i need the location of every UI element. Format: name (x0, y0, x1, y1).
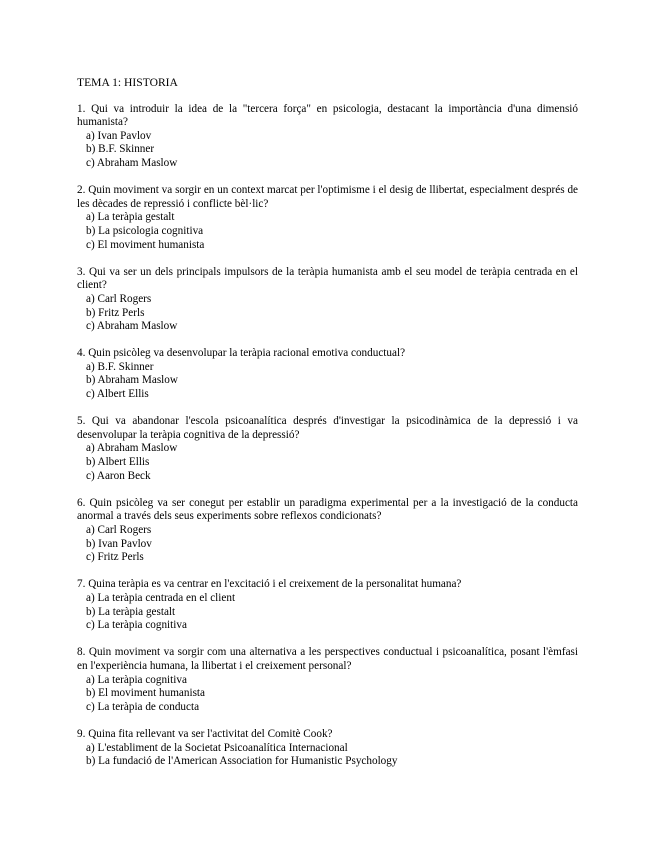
answer-option: a) La teràpia gestalt (86, 211, 175, 224)
answer-options (77, 130, 578, 171)
answer-options (77, 674, 578, 715)
answer-option: c) Albert Ellis (86, 388, 149, 401)
answer-options (77, 742, 578, 769)
answer-option: a) La teràpia centrada en el client (86, 591, 236, 604)
question-3 (77, 266, 578, 334)
answer-options (77, 592, 578, 633)
answer-option: b) B.F. Skinner (86, 143, 155, 156)
answer-option: a) Carl Rogers (86, 524, 152, 536)
question-text: 7. Quina teràpia es va centrar en l'excitació i el creixement de la personalitat humana? (77, 578, 462, 591)
answer-option: b) El moviment humanista (86, 687, 206, 700)
answer-option: b) Ivan Pavlov (86, 537, 152, 550)
question-text: 5. Qui va abandonar l'escola psicoanalítica després d'investigar la psicodinàmica de la depressió i va desenvolupar la teràpia cognitiva de la depressió? (77, 415, 578, 441)
question-8 (77, 646, 578, 714)
answer-option: c) El moviment humanista (86, 238, 205, 251)
answer-option: b) La psicologia cognitiva (86, 224, 204, 237)
question-6 (77, 497, 578, 565)
question-text: 8. Quin moviment va sorgir com una alternativa a les perspectives conductual i psicoanalítica, posant l'èmfasi en l'experiència humana, la llibertat i el creixement personal? (77, 646, 578, 672)
question-7 (77, 578, 578, 632)
document-page (77, 76, 578, 782)
answer-option: b) La teràpia gestalt (86, 605, 176, 618)
answer-options (77, 524, 578, 565)
document-title: TEMA 1: HISTORIA (77, 76, 178, 89)
question-2 (77, 184, 578, 252)
answer-option: a) B.F. Skinner (86, 360, 154, 373)
answer-option: c) La teràpia cognitiva (86, 619, 187, 632)
question-9 (77, 728, 578, 769)
answer-option: c) Aaron Beck (86, 469, 151, 482)
question-text: 4. Quin psicòleg va desenvolupar la teràpia racional emotiva conductual? (77, 347, 406, 360)
answer-options (77, 361, 578, 402)
answer-option: b) Abraham Maslow (86, 374, 178, 387)
question-text: 6. Quin psicòleg va ser conegut per establir un paradigma experimental per a la investigació de la conducta anormal a través dels seus experiments sobre reflexos condicionats? (77, 496, 578, 523)
question-4 (77, 347, 578, 401)
answer-option: a) Carl Rogers (86, 292, 152, 305)
answer-option: b) Fritz Perls (86, 306, 145, 319)
answer-options (77, 293, 578, 334)
answer-option: c) Abraham Maslow (86, 320, 178, 333)
question-5 (77, 415, 578, 483)
answer-option: a) Abraham Maslow (86, 442, 178, 455)
question-text: 3. Qui va ser un dels principals impulsors de la teràpia humanista amb el seu model de teràpia centrada en el client? (77, 265, 578, 292)
answer-option: b) La fundació de l'American Association for Humanistic Psychology (86, 755, 398, 768)
question-1 (77, 103, 578, 171)
answer-option: a) L'establiment de la Societat Psicoanalítica Internacional (86, 741, 348, 754)
question-text: 9. Quina fita rellevant va ser l'activitat del Comitè Cook? (77, 727, 333, 740)
answer-option: b) Albert Ellis (86, 456, 150, 469)
question-text: 2. Quin moviment va sorgir en un context marcat per l'optimisme i el desig de llibertat, especialment després de les dècades de repressió i conflicte bèl·lic? (77, 184, 578, 210)
answer-option: a) La teràpia cognitiva (86, 673, 187, 686)
question-text: 1. Qui va introduir la idea de la "tercera força" en psicologia, destacant la importància d'una dimensió humanista? (77, 102, 578, 129)
answer-option: c) La teràpia de conducta (86, 700, 200, 713)
answer-options (77, 442, 578, 483)
answer-option: c) Fritz Perls (86, 551, 144, 564)
answer-option: a) Ivan Pavlov (86, 129, 152, 142)
answer-option: c) Abraham Maslow (86, 156, 178, 169)
answer-options (77, 211, 578, 252)
